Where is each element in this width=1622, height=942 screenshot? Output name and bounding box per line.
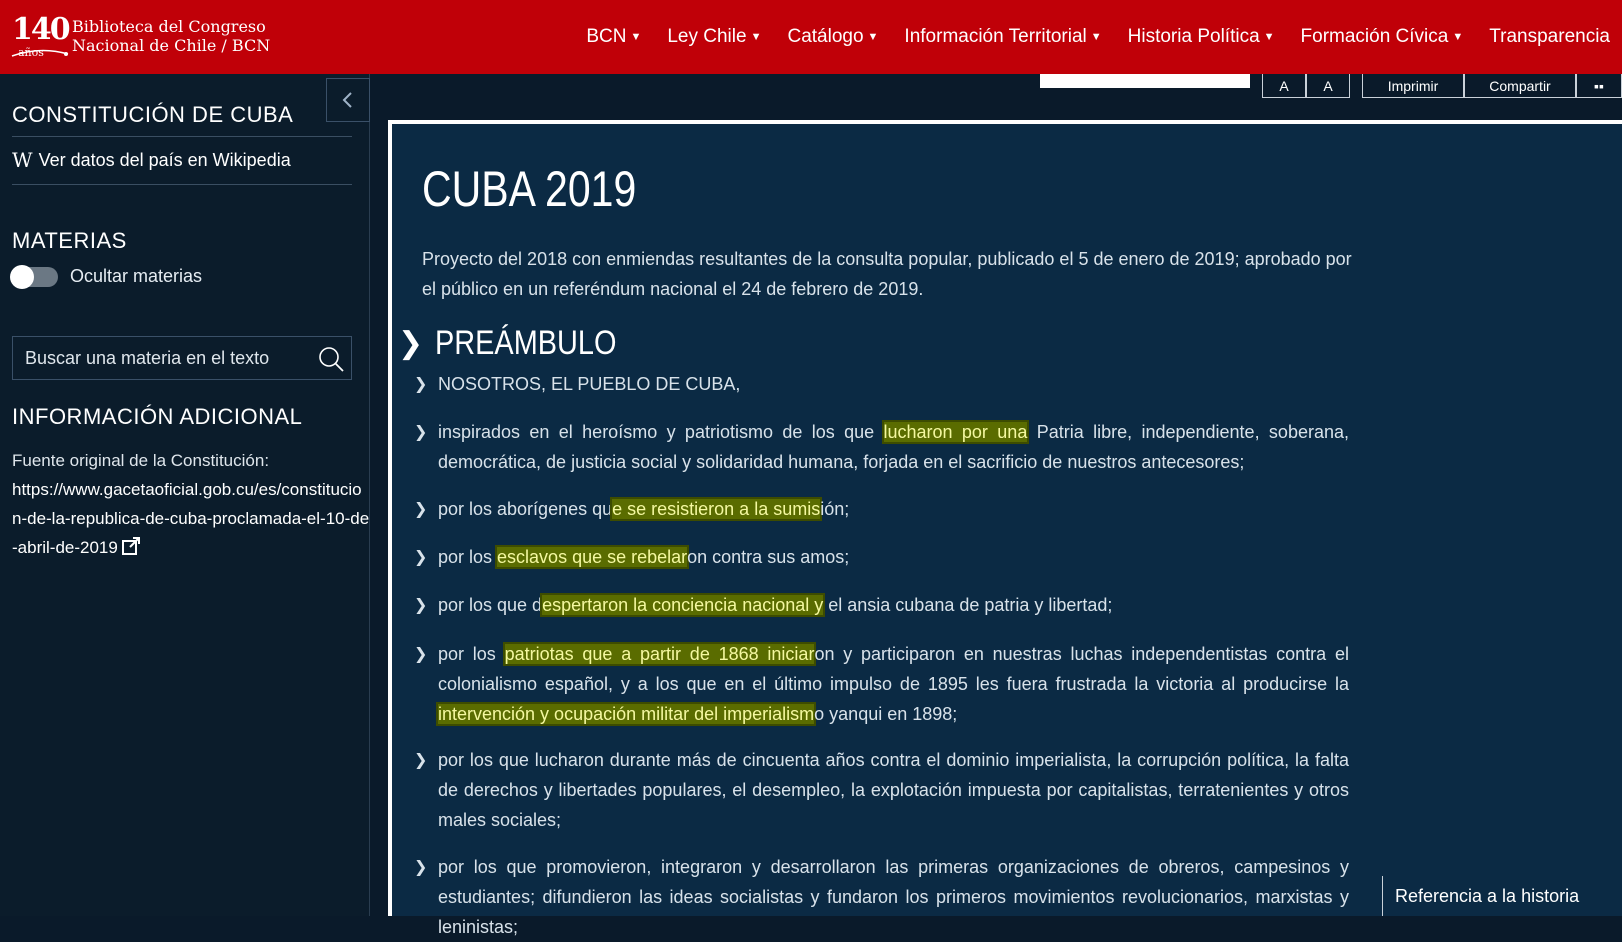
share-button[interactable] bbox=[1464, 74, 1576, 98]
info-heading: INFORMACIÓN ADICIONAL bbox=[12, 404, 303, 429]
logo-years: años bbox=[18, 46, 44, 59]
highlighted-text: e se resistieron a la sumis bbox=[612, 499, 821, 519]
text-segment: por los que lucharon durante más de cincuenta años contra el dominio imperialista, la corrupción política, la falta de derechos y libertades populares, el desempleo, la explotación impuesta por capitalistas, terratenientes y otros males sociales; bbox=[438, 750, 1349, 830]
logo-number: 140 bbox=[12, 12, 69, 47]
paragraph-text bbox=[414, 745, 1349, 835]
nav-item-historia-politica[interactable] bbox=[1128, 26, 1275, 48]
paragraph-text bbox=[414, 590, 1349, 620]
print-label: Imprimir bbox=[1387, 77, 1439, 94]
document-title: CUBA 2019 bbox=[422, 161, 637, 217]
chevron-right-icon: ❯ bbox=[414, 499, 428, 518]
text-segment: on contra sus amos; bbox=[687, 547, 850, 567]
bcn-logo[interactable] bbox=[10, 8, 270, 64]
nav-item-transparencia[interactable] bbox=[1489, 26, 1610, 48]
wikipedia-link[interactable] bbox=[12, 148, 291, 172]
nav-item-bcn[interactable] bbox=[586, 26, 641, 48]
caret-down-icon: ▼ bbox=[867, 31, 879, 43]
highlighted-text: lucharon por una bbox=[883, 422, 1028, 442]
text-segment: NOSOTROS, EL PUEBLO DE CUBA, bbox=[438, 374, 741, 394]
top-navbar bbox=[0, 0, 1622, 74]
text-segment: por los bbox=[438, 644, 505, 664]
paragraph[interactable] bbox=[414, 745, 1349, 835]
text-segment: Patria libre, independiente, soberana, democrática, de justicia social y solidaridad humana, forjada en el sacrificio de nuestros antecesores; bbox=[438, 422, 1349, 472]
nav-item-ley-chile[interactable] bbox=[667, 26, 761, 48]
paragraph[interactable] bbox=[414, 494, 1349, 524]
share-label: Compartir bbox=[1489, 77, 1551, 94]
nav-label: Transparencia bbox=[1489, 26, 1610, 47]
text-segment: ión; bbox=[820, 499, 850, 519]
text-segment: inspirados en el heroísmo y patriotismo de los que bbox=[438, 422, 884, 442]
highlighted-text: intervención y ocupación militar del imperialism bbox=[438, 704, 815, 724]
document-description: Proyecto del 2018 con enmiendas resultantes de la consulta popular, publicado el 5 de enero de 2019; aprobado por el público en un referéndum nacional el 24 de febrero de 2019. bbox=[422, 249, 1352, 299]
hide-materias-toggle-row bbox=[12, 266, 202, 287]
paragraph[interactable] bbox=[414, 852, 1349, 942]
text-segment: on y participaron en nuestras luchas independentistas contra el colonialismo español, y a los que en el último impulso de 1895 les fuera frustrada la victoria al producirse la bbox=[438, 644, 1349, 694]
logo-text bbox=[72, 17, 270, 55]
nav-item-informacion-territorial[interactable] bbox=[904, 26, 1101, 48]
logo-line-1: Biblioteca del Congreso bbox=[72, 17, 266, 36]
text-segment: el ansia cubana de patria y libertad; bbox=[823, 595, 1113, 615]
paragraph[interactable] bbox=[414, 590, 1349, 620]
divider bbox=[12, 136, 352, 137]
caret-down-icon: ▼ bbox=[1090, 31, 1102, 43]
reference-label: Referencia a la historia bbox=[1395, 885, 1580, 906]
text-segment: por los que promovieron, integraron y desarrollaron las primeras organizaciones de obreros, campesinos y estudiantes; difundieron las ideas socialistas y fundaron los primeros movimientos revolucionarios, marxistas y leninistas; bbox=[438, 857, 1349, 937]
document-content bbox=[388, 120, 1622, 937]
nav-label: BCN bbox=[586, 26, 627, 47]
nav-label: Formación Cívica bbox=[1300, 26, 1449, 47]
sidebar bbox=[0, 74, 370, 916]
font-large-icon: A bbox=[1323, 77, 1333, 94]
caret-down-icon: ▼ bbox=[750, 31, 762, 43]
paragraph[interactable] bbox=[414, 542, 1349, 572]
paragraph[interactable] bbox=[414, 369, 1349, 399]
paragraph-text bbox=[414, 369, 1349, 399]
wikipedia-icon: W bbox=[12, 148, 33, 172]
logo-line-2: Nacional de Chile / BCN bbox=[72, 36, 271, 55]
document-toolbar bbox=[1040, 74, 1622, 100]
info-source-label: Fuente original de la Constitución: bbox=[12, 451, 270, 470]
paragraph[interactable] bbox=[414, 639, 1349, 729]
highlighted-text: patriotas que a partir de 1868 iniciar bbox=[504, 644, 815, 664]
toggle-knob bbox=[10, 265, 34, 289]
font-small-icon: A bbox=[1279, 77, 1289, 94]
paragraph-text bbox=[414, 417, 1349, 477]
caret-down-icon: ▼ bbox=[1263, 31, 1275, 43]
nav-item-formacion-civica[interactable] bbox=[1301, 26, 1464, 48]
collapse-sidebar-button[interactable] bbox=[326, 78, 370, 122]
text-segment: por los bbox=[438, 547, 498, 567]
logo-140-mark bbox=[10, 8, 69, 64]
info-body bbox=[12, 446, 370, 562]
materia-search-box bbox=[12, 336, 352, 380]
toggle-label: Ocultar materias bbox=[70, 266, 203, 286]
font-increase-button[interactable] bbox=[1306, 74, 1350, 98]
paragraph-text bbox=[414, 542, 1349, 572]
info-source-link[interactable] bbox=[12, 475, 370, 562]
materia-search-input[interactable] bbox=[25, 348, 305, 369]
chevron-right-icon: ❯ bbox=[414, 374, 428, 393]
chevron-right-icon: ❯ bbox=[414, 547, 428, 566]
main-nav bbox=[560, 0, 1610, 74]
text-segment: por los aborígenes qu bbox=[438, 499, 613, 519]
nav-item-catalogo[interactable] bbox=[787, 26, 878, 48]
materias-heading: MATERIAS bbox=[12, 228, 127, 253]
chevron-right-icon: ❯ bbox=[398, 326, 424, 361]
nav-label: Historia Política bbox=[1127, 26, 1260, 47]
caret-down-icon: ▼ bbox=[630, 31, 642, 43]
paragraph[interactable] bbox=[414, 417, 1349, 477]
chevron-right-icon: ❯ bbox=[414, 644, 428, 663]
nav-label: Catálogo bbox=[787, 26, 864, 47]
font-decrease-button[interactable] bbox=[1262, 74, 1306, 98]
text-segment: o yanqui en 1898; bbox=[814, 704, 958, 724]
text-segment: por los que d bbox=[438, 595, 543, 615]
history-reference-tab[interactable] bbox=[1382, 876, 1622, 916]
divider bbox=[12, 184, 352, 185]
toolbar-panel bbox=[1040, 74, 1250, 88]
highlighted-text: esclavos que se rebelar bbox=[497, 547, 688, 567]
paragraph-text bbox=[414, 852, 1349, 942]
paragraph-text bbox=[414, 639, 1349, 729]
section-title-text: PREÁMBULO bbox=[435, 324, 617, 362]
grid-icon: ▪▪ bbox=[1594, 77, 1604, 94]
nav-label: Información Territorial bbox=[904, 26, 1087, 47]
info-source-url: https://www.gacetaoficial.gob.cu/es/constitucion-de-la-republica-de-cuba-proclamada-el-10-de-abril-de-2019 bbox=[12, 480, 370, 557]
chevron-right-icon: ❯ bbox=[414, 857, 428, 876]
chevron-right-icon: ❯ bbox=[414, 422, 428, 441]
nav-label: Ley Chile bbox=[667, 26, 747, 47]
menu-button[interactable] bbox=[1576, 74, 1622, 98]
caret-down-icon: ▼ bbox=[1452, 31, 1464, 43]
chevron-right-icon: ❯ bbox=[414, 595, 428, 614]
highlighted-text: espertaron la conciencia nacional y bbox=[542, 595, 824, 615]
print-button[interactable] bbox=[1362, 74, 1464, 98]
section-preambulo[interactable] bbox=[398, 324, 649, 363]
hide-materias-toggle[interactable] bbox=[12, 267, 58, 287]
search-icon[interactable] bbox=[317, 345, 345, 373]
chevron-right-icon: ❯ bbox=[414, 750, 428, 769]
paragraph-text bbox=[414, 494, 1349, 524]
constitution-title: CONSTITUCIÓN DE CUBA bbox=[12, 102, 294, 127]
wikipedia-link-label: Ver datos del país en Wikipedia bbox=[38, 149, 291, 170]
chevron-left-icon bbox=[341, 91, 355, 109]
external-link-icon bbox=[122, 537, 140, 555]
